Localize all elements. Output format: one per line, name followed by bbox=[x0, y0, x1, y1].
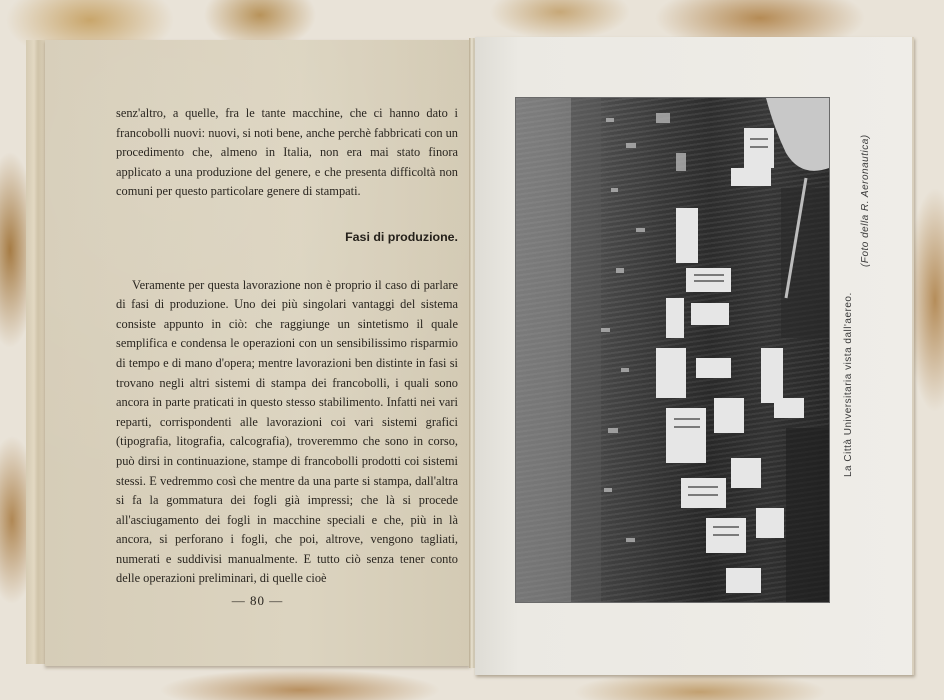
left-page bbox=[45, 40, 470, 666]
photo-credit: (Foto della R. Aeronautica) bbox=[860, 134, 871, 267]
paragraph-continuation: senz'altro, a quelle, fra le tante macchine, che ci hanno dato i francobolli nuovi: nuovi, si noti bene, anche perchè fabbricati con un procedimento che, almeno in Italia, non era mai stato finora applicato a una produzione del genere, e che presenta difficoltà non comuni per questo particolare genere di stampati. bbox=[116, 106, 459, 199]
section-heading: Fasi di produzione. bbox=[345, 229, 458, 244]
right-page bbox=[475, 37, 914, 675]
paragraph-fasi: Veramente per questa lavorazione non è proprio il caso di parlare di fasi di produzione. Uno dei più singolari vantaggi del sistema consiste appunto in ciò: che raggiunge un sintetismo il quale semplifica e condensa le operazioni con un sensibilissimo risparmio di tempo e di mano d'opera; mentre lavorazioni ben distinte in fasi si trovano negli altri sistemi di stampa dei francobolli, i quali sono ancora in parte praticati in questo stesso stabilimento. Infatti nei vari reparti, corrispondenti alle lavorazioni coi vari sistemi grafici (tipografia, litografia, calcografia), troveremmo che sono in corso, può dirsi in continuazione, stampe di francobolli prodotti coi sistemi stessi. E vedremmo così che mentre da una parte si stampa, dall'altra si fa la gommatura dei fogli già impressi; che là si procede all'asciugamento dei fogli in macchine speciali e che, più in là ancora, si perforano i fogli, che poi, altrove, vengono tagliati, numerati e suddivisi manualmente. E tutto ciò senza tener conto delle operazioni preliminari, di quelle cioè bbox=[116, 277, 458, 586]
aerial-photo bbox=[515, 97, 830, 603]
aerial-photo-icon bbox=[516, 98, 829, 602]
photo-caption: La Città Universitaria vista dall'aereo. bbox=[843, 292, 854, 477]
body-text bbox=[116, 104, 458, 589]
page-stack-edge bbox=[26, 40, 47, 664]
page-number: — 80 — bbox=[231, 593, 284, 608]
